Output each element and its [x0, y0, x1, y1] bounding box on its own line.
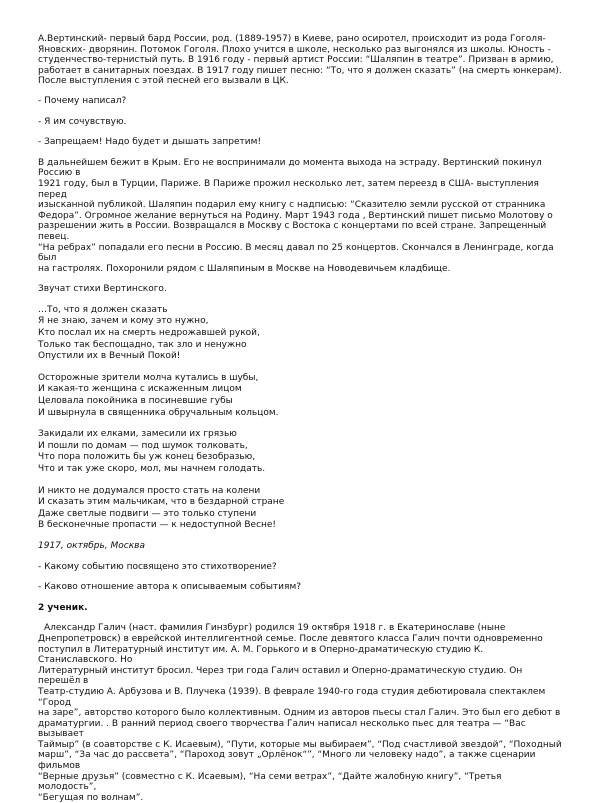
- poem-line: В бесконечные пропасти — к недоступной Весне!: [38, 520, 277, 531]
- poem-line: Кто послал их на смерть недрожавшей рукой,: [38, 328, 260, 339]
- poem-stanza: [38, 373, 562, 419]
- poem-line: Целовала покойника в посиневшие губы: [38, 396, 233, 407]
- text-line: работает в санитарных поездах. В 1917 году пишет песню: “То, что я должен сказать” (на смерть юнкерам).: [38, 65, 562, 76]
- poem-date: 1917, октябрь, Москва: [38, 540, 145, 551]
- poem-line: Что и так уже скоро, мол, мы начнем голодать.: [38, 464, 266, 474]
- text-line: на гастролях. Похоронили рядом с Шаляпиным в Москве на Новодевичьем кладбище.: [38, 263, 451, 274]
- poem-line: Опустили их в Вечный Покой!: [38, 351, 181, 362]
- text-line: В дальнейшем бежит в Крым. Его не воспринимали до момента выхода на эстраду. Вертинский покинул Россию в: [38, 157, 542, 179]
- text-line: изысканной публикой. Шаляпин подарил ему книгу с надписью: “Сказителю земли русской от странника: [38, 200, 546, 211]
- text-line: драматургии. . В ранний период своего творчества Галич написал несколько пьес для театра — “Вас вызывает: [38, 718, 526, 740]
- poem-stanza: [38, 429, 562, 475]
- poem-line: Я не знаю, зачем и кому это нужно,: [38, 316, 209, 327]
- discussion-question: - Какому событию посвящено это стихотворение?: [38, 561, 277, 572]
- poems-intro: Звучат стихи Вертинского.: [38, 284, 167, 295]
- poem-line: И пошли по домам — под шумок толковать,: [38, 440, 248, 451]
- text-line: Александр Галич (наст. фамилия Гинзбург) родился 19 октября 1918 г. в Екатеринославе (ныне: [44, 623, 506, 634]
- poem-line: Что пора положить бы уж конец безобразью,: [38, 452, 256, 463]
- poem-line: И сказать этим мальчикам, что в бездарной стране: [38, 497, 285, 508]
- poem-stanza: [38, 305, 562, 363]
- dialogue-answer: - Я им сочувствую.: [38, 116, 127, 127]
- text-line: студенчество-тернистый путь. В 1916 году - первый артист России: “Шаляпин в театре”. Призван в армию,: [38, 55, 554, 66]
- text-line: Днепропетровск) в еврейской интеллигентной семье. После девятого класса Галич почти одновременно: [38, 633, 543, 644]
- dialogue-answer: - Запрещаем! Надо будет и дышать запретим!: [38, 137, 262, 148]
- poem-stanza: [38, 486, 562, 532]
- text-line: Таймыр” (в соавторстве с К. Исаевым), “Пути, которые мы выбираем”, “Под счастливой звездой”, “Походный: [38, 739, 562, 750]
- poem-line: И какая-то женщина с искаженным лицом: [38, 384, 242, 395]
- galich-paragraph: [38, 623, 562, 803]
- text-line: Театр-студию А. Арбузова и В. Плучека (1939). В феврале 1940-го года студия дебютировала спектаклем “Город: [38, 686, 546, 708]
- poem-line: И никто не додумался просто стать на колени: [38, 485, 261, 496]
- text-line: А.Вертинский- первый бард России, род. (1889-1957) в Киеве, рано осиротел, происходит из рода Гоголя-: [38, 34, 546, 44]
- text-line: “На ребрах” попадали его песни в Россию. В месяц давал по 25 концертов. Скончался в Ленинграде, когда был: [38, 242, 554, 264]
- text-line: Яновских- дворянин. Потомок Гоголя. Плохо учится в школе, несколько раз выгонялся из школы. Юность -: [38, 44, 551, 55]
- biography-paragraph: [38, 158, 562, 275]
- text-line: Литературный институт бросил. Через три года Галич оставил и Оперно-драматическую студию. Он перешёл в: [38, 665, 523, 687]
- text-line: разрешении жить в России. Возвращался в Москву с Востока с концертами по всей стране. Запрещенный певец.: [38, 221, 547, 242]
- poem-line: Осторожные зрители молча кутались в шубы,: [38, 372, 259, 383]
- text-line: После выступления с этой песней его вызвали в ЦК.: [38, 76, 289, 87]
- section-heading: 2 ученик.: [38, 602, 88, 613]
- text-line: на заре”, авторство которого было коллективным. Одним из авторов пьесы стал Галич. Это был его дебют в: [38, 708, 561, 719]
- discussion-question: - Каково отношение автора к описываемым событиям?: [38, 582, 302, 593]
- text-line: “Бегущая по волнам”.: [38, 792, 144, 803]
- dialogue-question: - Почему написал?: [38, 95, 127, 106]
- text-line: марш”, “За час до рассвета”, “Пароход зовут „Орлёнок“”, “Много ли человеку надо”, а также сценарии фильмов: [38, 750, 536, 772]
- poem-line: Закидали их елками, замесили их грязью: [38, 429, 237, 440]
- poem-line: И швырнула в священника обручальным кольцом.: [38, 407, 279, 418]
- text-line: “Верные друзья” (совместно с К. Исаевым), “На семи ветрах”, “Дайте жалобную книгу”, “Третья молодость”,: [38, 771, 502, 793]
- text-line: 1921 году, был в Турции, Париже. В Париже прожил несколько лет, затем переезд в США- выступления перед: [38, 178, 539, 200]
- text-line: поступил в Литературный институт им. А. М. Горького и в Оперно-драматическую студию К. Станиславского. Но: [38, 644, 484, 666]
- text-line: Федора”. Огромное желание вернуться на Родину. Март 1943 года , Вертинский пишет письмо Молотову о: [38, 210, 553, 221]
- poem-line: …То, что я должен сказать: [38, 304, 168, 315]
- intro-paragraph: [38, 34, 562, 87]
- poem-line: Даже светлые подвиги — это только ступени: [38, 508, 257, 519]
- poem-line: Только так беспощадно, так зло и ненужно: [38, 339, 247, 350]
